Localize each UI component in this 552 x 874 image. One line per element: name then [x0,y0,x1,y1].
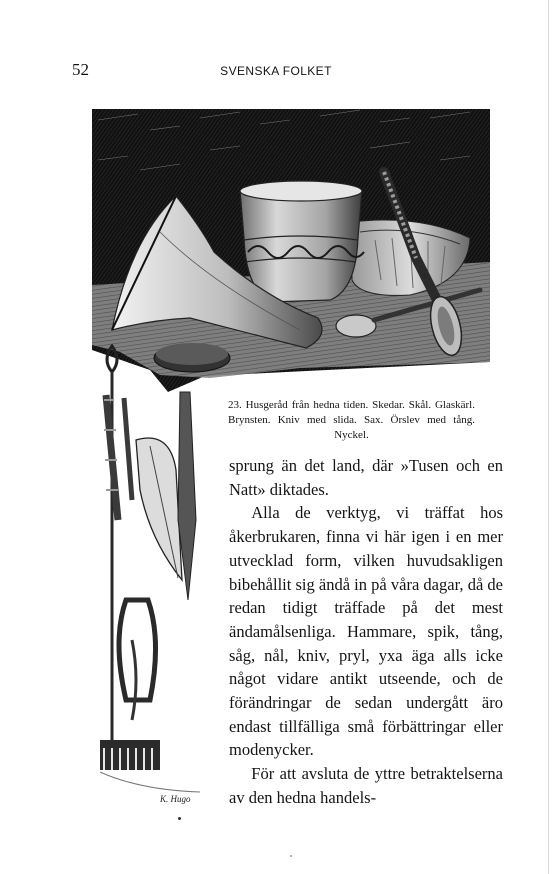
running-title: SVENSKA FOLKET [220,64,332,78]
glass-beaker-shape [240,181,364,302]
print-speck [290,855,292,857]
hanging-tools-shape [100,346,200,792]
page-number: 52 [72,60,89,79]
figure-caption: 23. Husgeråd från hedna tiden. Skedar. Skål. Glaskärl. Brynsten. Kniv med slida. Sax. Örslev med tång. Nyckel. [228,399,475,441]
paragraph-1: sprung än det land, där »Tusen och en Natt» diktades. [229,456,503,499]
artist-signature: K. Hugo [160,794,191,804]
body-text [229,454,503,810]
whetstone-shape [154,343,230,372]
print-speck [178,817,181,820]
paragraph-2: Alla de verktyg, vi träffat hos åkerbrukaren, finna vi här igen i en mer utvecklad form, vilken huvudsakligen bibehållit sig ändå in på våra dagar, då de redan tidigt träffade på det mest ändamålsenliga. Hammare, spik, tång, såg, nål, kniv, pryl, yxa äga alls icke något vidare antikt utseende, och de förändringar de sedan undergått äro endast tillfälliga små förbättringar eller modenycker. [229,503,503,760]
paragraph-3: För att avsluta de yttre betraktelserna av den hedna handels- [229,764,503,807]
